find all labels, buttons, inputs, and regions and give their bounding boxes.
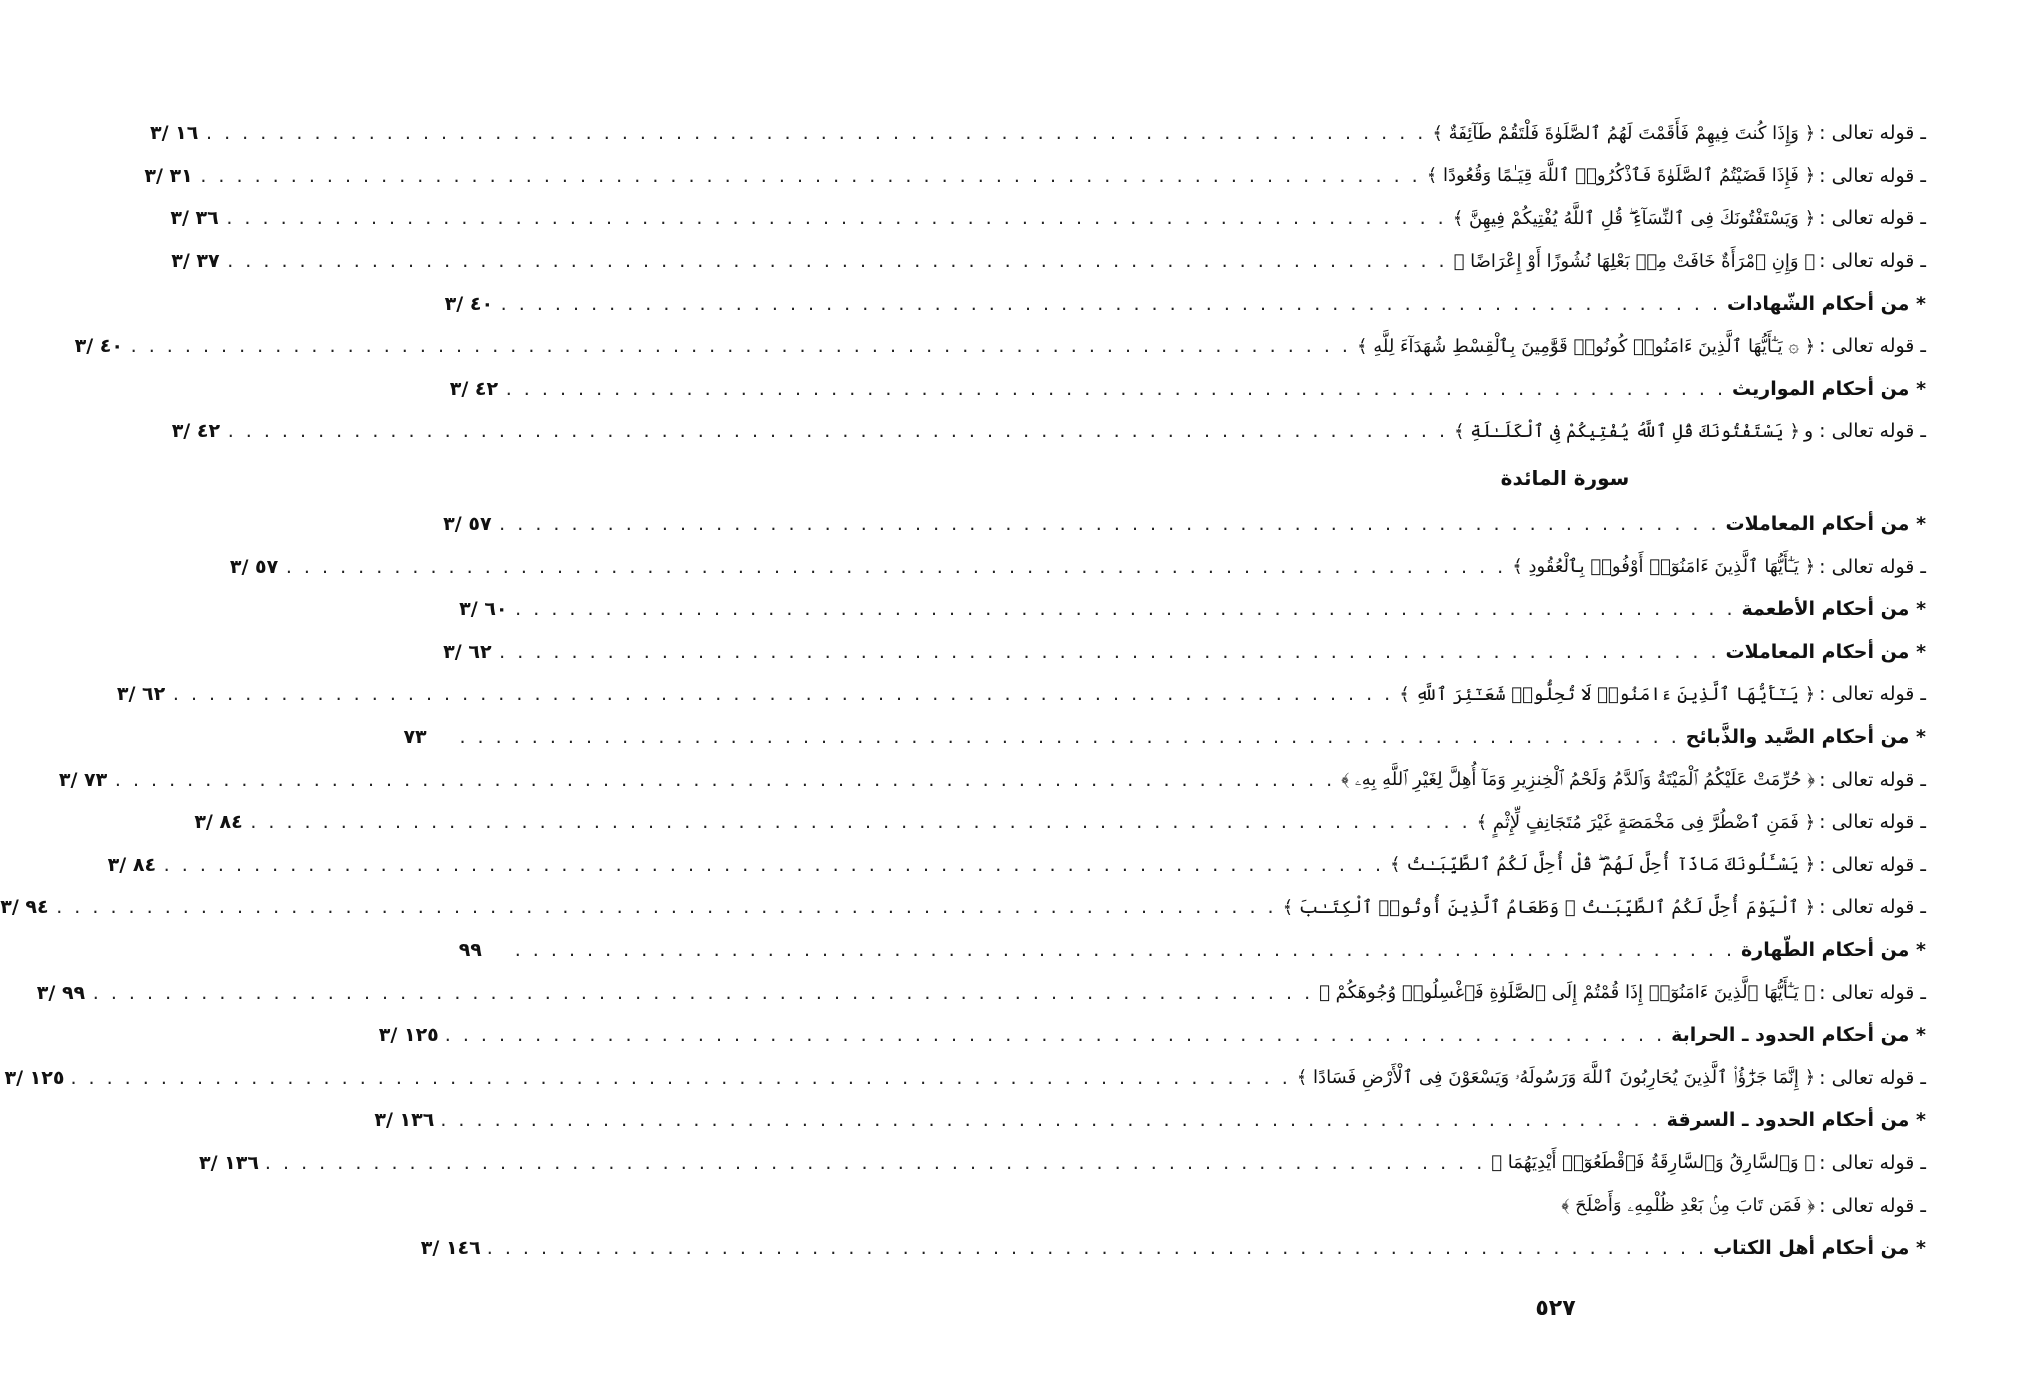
index-heading-row [374, 1099, 1926, 1142]
dot-leader: . . . . . . . . . . . . . . . . . . . . . . . . . . . . . . . . . . . . . . . . . . . . . . . . . . . . . . . . . . . . . . . . . . . . [226, 207, 1447, 230]
index-verse-row [170, 197, 1926, 240]
verse-intro-label: ـ قوله تعالى : [1819, 853, 1926, 876]
index-verse-row [144, 155, 1926, 198]
verse-intro-label: ـ قوله تعالى : [1819, 1194, 1926, 1217]
heading-label: * من أحكام الشّهادات [1727, 292, 1926, 315]
index-verse-row [0, 886, 1926, 929]
index-verse-row [74, 325, 1926, 368]
index-heading-row [443, 503, 1926, 546]
dot-leader: . . . . . . . . . . . . . . . . . . . . . . . . . . . . . . . . . . . . . . . . . . . . . . . . . . . . . . . . . . . . . . . . . . . . [505, 377, 1727, 400]
index-page [0, 112, 1926, 1269]
dot-leader: . . . . . . . . . . . . . . . . . . . . . . . . . . . . . . . . . . . . . . . . . . . . . . . . . . . . . . . . . . . . . . . . . . . . [486, 1237, 1708, 1260]
dot-leader: . . . . . . . . . . . . . . . . . . . . . . . . . . . . . . . . . . . . . . . . . . . . . . . . . . . . . . . . . . . . . . . . . . . . [499, 640, 1720, 663]
index-verse-row [1204, 1184, 1926, 1227]
page-reference: ٩٩ /٣ [36, 981, 86, 1004]
page-reference: ٧٣ /٣ [58, 768, 108, 791]
heading-label: * من أحكام الطّهارة [1741, 938, 1926, 961]
verse-intro-label: ـ قوله تعالى : [1819, 335, 1926, 358]
page-reference: ٩٩ [458, 938, 482, 961]
index-heading-row [459, 588, 1926, 631]
index-heading-row [444, 282, 1926, 325]
index-verse-row [4, 1056, 1926, 1099]
verse-quote: ﴿ يَـٰٓأَيُّهَا ٱلَّذِينَ ءَامَنُوٓا۟ أَوْفُوا۟ بِٱلْعُقُودِ ﴾ [1512, 556, 1816, 578]
index-verse-row [194, 801, 1926, 844]
page-reference: ١٣٦ /٣ [374, 1109, 435, 1132]
verse-quote: ﴿ وَٱلسَّارِقُ وَٱلسَّارِقَةُ فَٱقْطَعُوٓا۟ أَيْدِيَهُمَا ﴾ [1491, 1152, 1816, 1174]
dot-leader: . . . . . . . . . . . . . . . . . . . . . . . . . . . . . . . . . . . . . . . . . . . . . . . . . . . . . . . . . . . . . . . . . . . . [92, 981, 1314, 1004]
page-reference: ٥٧ /٣ [229, 555, 279, 578]
verse-quote: ﴿ وَإِذَا كُنتَ فِيهِمْ فَأَقَمْتَ لَهُمُ ٱلصَّلَوٰةَ فَلْتَقُمْ طَآئِفَةٌ ﴾ [1432, 122, 1816, 144]
page-reference: ١٣٦ /٣ [198, 1151, 259, 1174]
page-reference: ٨٤ /٣ [194, 811, 243, 834]
verse-quote: ﴿ يَـٰٓأَيُّهَا ٱلَّذِينَ ءَامَنُوا۟ لَا تُحِلُّوا۟ شَعَـٰٓئِرَ ٱللَّهِ ﴾ [1399, 683, 1816, 705]
heading-label: * من أحكام الأطعمة [1741, 598, 1926, 621]
surah-title: سورة المائدة [1500, 465, 1630, 490]
index-heading-row [458, 929, 1926, 972]
index-verse-row [116, 673, 1926, 716]
index-verse-row [150, 112, 1926, 155]
verse-quote: ﴿ حُرِّمَتْ عَلَيْكُمُ ٱلْمَيْتَةُ وَٱلدَّمُ وَلَحْمُ ٱلْخِنزِيرِ وَمَآ أُهِلَّ لِغَيْرِ ٱللَّهِ بِهِۦ ﴾ [1341, 769, 1816, 791]
page-reference: ٤٠ /٣ [444, 292, 494, 315]
verse-intro-label: ـ قوله تعالى : و [1803, 420, 1926, 443]
verse-quote: ﴿ وَإِنِ ٱمْرَأَةٌ خَافَتْ مِنۢ بَعْلِهَا نُشُوزًا أَوْ إِعْرَاضًا ﴾ [1453, 250, 1816, 272]
page-reference: ١٢٥ /٣ [4, 1066, 65, 1089]
heading-label: * من أحكام أهل الكتاب [1713, 1237, 1926, 1260]
dot-leader: . . . . . . . . . . . . . . . . . . . . . . . . . . . . . . . . . . . . . . . . . . . . . . . . . . . . . . . . . . . . . . . . . . . . [500, 292, 1722, 315]
verse-intro-label: ـ قوله تعالى : [1819, 250, 1926, 273]
dot-leader: . . . . . . . . . . . . . . . . . . . . . . . . . . . . . . . . . . . . . . . . . . . . . . . . . . . . . . . . . . . . . . . . . . . . [440, 1109, 1661, 1132]
dot-leader: . . . . . . . . . . . . . . . . . . . . . . . . . . . . . . . . . . . . . . . . . . . . . . . . . . . . . . . . . . . . . . . . . . . . [200, 164, 1421, 187]
page-number: ٥٢٧ [1535, 1296, 1576, 1321]
dot-leader: . . . . . . . . . . . . . . . . . . . . . . . . . . . . . . . . . . . . . . . . . . . . . . . . . . . . . . . . . . . . . . . . . . . . [163, 853, 1385, 876]
dot-leader: . . . . . . . . . . . . . . . . . . . . . . . . . . . . . . . . . . . . . . . . . . . . . . . . . . . . . . . . . . . . . . . . . . . . [250, 811, 1471, 834]
index-verse-row [58, 758, 1926, 801]
index-verse-row [171, 240, 1926, 283]
dot-leader: . . . . . . . . . . . . . . . . . . . . . . . . . . . . . . . . . . . . . . . . . . . . . . . . . . . . . . . . . . . . . . . . . . . . [499, 513, 1720, 536]
heading-label: * من أحكام الحدود ـ السرقة [1666, 1109, 1926, 1132]
page-reference: ٥٧ /٣ [443, 513, 492, 536]
verse-intro-label: ـ قوله تعالى : [1819, 981, 1926, 1004]
heading-label: * من أحكام المعاملات [1725, 513, 1926, 536]
verse-quote: ﴿ فَمَن تَابَ مِنۢ بَعْدِ ظُلْمِهِۦ وَأَصْلَحَ ﴾ [1561, 1195, 1816, 1217]
verse-intro-label: ـ قوله تعالى : [1819, 122, 1926, 145]
verse-intro-label: ـ قوله تعالى : [1819, 164, 1926, 187]
page-reference: ٤٢ /٣ [171, 420, 221, 443]
dot-leader: . . . . . . . . . . . . . . . . . . . . . . . . . . . . . . . . . . . . . . . . . . . . . . . . . . . . . . . . . . . . . . . . . . . . [56, 896, 1277, 919]
page-reference: ٤٢ /٣ [449, 377, 499, 400]
heading-label: * من أحكام المواريث [1732, 377, 1926, 400]
heading-label: * من أحكام الصَّيد والذَّبائح [1685, 726, 1926, 749]
verse-quote: ﴿ ۞ يَـٰٓأَيُّهَا ٱلَّذِينَ ءَامَنُوا۟ كُونُوا۟ قَوَّٰمِينَ بِٱلْقِسْطِ شُهَدَآءَ لِلَّهِ ﴾ [1356, 335, 1816, 357]
page-reference: ٦٠ /٣ [459, 598, 508, 621]
heading-label: * من أحكام المعاملات [1725, 640, 1926, 663]
dot-leader: . . . . . . . . . . . . . . . . . . . . . . . . . . . . . . . . . . . . . . . . . . . . . . . . . . . . . . . . . . . . . . . . . . . . [515, 598, 1736, 621]
page-reference: ١٢٥ /٣ [378, 1024, 439, 1047]
index-heading-row [449, 368, 1926, 411]
verse-quote: ﴿ يَسْتَفْتُونَكَ قُلِ ٱللَّهُ يُفْتِيكُمْ فِى ٱلْكَلَـٰلَةِ ﴾ [1454, 420, 1800, 442]
dot-leader: . . . . . . . . . . . . . . . . . . . . . . . . . . . . . . . . . . . . . . . . . . . . . . . . . . . . . . . . . . . . . . . . . . . . [206, 122, 1427, 145]
verse-quote: ﴿ وَيَسْتَفْتُونَكَ فِى ٱلنِّسَآءِ ۖ قُلِ ٱللَّهُ يُفْتِيكُمْ فِيهِنَّ ﴾ [1452, 207, 1816, 229]
page-reference: ١٦ /٣ [150, 122, 199, 145]
verse-intro-label: ـ قوله تعالى : [1819, 896, 1926, 919]
index-verse-row [107, 844, 1926, 887]
page-reference: ٩٤ /٣ [0, 896, 49, 919]
page-reference: ٣١ /٣ [144, 164, 193, 187]
index-heading-row [420, 1227, 1926, 1270]
page-reference: ٧٣ [403, 726, 427, 749]
page-reference: ٦٢ /٣ [443, 640, 492, 663]
verse-intro-label: ـ قوله تعالى : [1819, 768, 1926, 791]
page-reference: ٨٤ /٣ [107, 853, 157, 876]
verse-quote: ﴿ ٱلْيَوْمَ أُحِلَّ لَكُمُ ٱلطَّيِّبَـٰتُ ۖ وَطَعَامُ ٱلَّذِينَ أُوتُوا۟ ٱلْكِتَـٰبَ ﴾ [1282, 896, 1816, 918]
dot-leader: . . . . . . . . . . . . . . . . . . . . . . . . . . . . . . . . . . . . . . . . . . . . . . . . . . . . . . . . . . . . . . . . . . . . [285, 555, 1507, 578]
dot-leader: . . . . . . . . . . . . . . . . . . . . . . . . . . . . . . . . . . . . . . . . . . . . . . . . . . . . . . . . . . . . . . . . . . . . [227, 250, 1448, 273]
page-reference: ٦٢ /٣ [116, 683, 166, 706]
verse-intro-label: ـ قوله تعالى : [1819, 683, 1926, 706]
page-reference: ١٤٦ /٣ [420, 1237, 481, 1260]
index-section-nisa [74, 112, 1926, 453]
page-reference: ٤٠ /٣ [74, 335, 123, 358]
index-verse-row [171, 410, 1926, 453]
dot-leader: . . . . . . . . . . . . . . . . . . . . . . . . . . . . . . . . . . . . . . . . . . . . . . . . . . . . . . . . . . . . . . . . . . . . [114, 768, 1336, 791]
heading-label: * من أحكام الحدود ـ الحرابة [1671, 1024, 1926, 1047]
dot-leader: . . . . . . . . . . . . . . . . . . . . . . . . . . . . . . . . . . . . . . . . . . . . . . . . . . . . . . . . . . . . . . . . . . . . [172, 683, 1394, 706]
page-reference: ٣٦ /٣ [170, 207, 219, 230]
index-verse-row [229, 545, 1926, 588]
verse-quote: ﴿ يَسْـَٔلُونَكَ مَاذَآ أُحِلَّ لَهُمْ ۖ قُلْ أُحِلَّ لَكُمُ ٱلطَّيِّبَـٰتُ ﴾ [1390, 854, 1816, 876]
verse-intro-label: ـ قوله تعالى : [1819, 1151, 1926, 1174]
verse-quote: ﴿ فَمَنِ ٱضْطُرَّ فِى مَخْمَصَةٍ غَيْرَ مُتَجَانِفٍ لِّإِثْمٍ ﴾ [1476, 811, 1816, 833]
index-verse-row [36, 971, 1926, 1014]
dot-leader: . . . . . . . . . . . . . . . . . . . . . . . . . . . . . . . . . . . . . . . . . . . . . . . . . . . . . . . . . . . . . . . . . . . . [70, 1066, 1291, 1089]
verse-intro-label: ـ قوله تعالى : [1819, 811, 1926, 834]
index-verse-row [198, 1142, 1926, 1185]
dot-leader: . . . . . . . . . . . . . . . . . . . . . . . . . . . . . . . . . . . . . . . . . . . . . . . . . . . . . . . . . . . . . . . . . . . . [514, 938, 1736, 961]
dot-leader: . . . . . . . . . . . . . . . . . . . . . . . . . . . . . . . . . . . . . . . . . . . . . . . . . . . . . . . . . . . . . . . . . . . . [459, 726, 1680, 749]
verse-intro-label: ـ قوله تعالى : [1819, 1066, 1926, 1089]
dot-leader: . . . . . . . . . . . . . . . . . . . . . . . . . . . . . . . . . . . . . . . . . . . . . . . . . . . . . . . . . . . . . . . . . . . . [444, 1024, 1666, 1047]
index-heading-row [403, 716, 1926, 759]
verse-quote: ﴿ فَإِذَا قَضَيْتُمُ ٱلصَّلَوٰةَ فَٱذْكُرُوا۟ ٱللَّهَ قِيَـٰمًا وَقُعُودًا ﴾ [1426, 165, 1816, 187]
verse-intro-label: ـ قوله تعالى : [1819, 555, 1926, 578]
dot-leader: . . . . . . . . . . . . . . . . . . . . . . . . . . . . . . . . . . . . . . . . . . . . . . . . . . . . . . . . . . . . . . . . . . . . [130, 335, 1351, 358]
index-heading-row [443, 631, 1926, 674]
index-heading-row [378, 1014, 1926, 1057]
verse-quote: ﴿ إِنَّمَا جَزَٰٓؤُا۟ ٱلَّذِينَ يُحَارِبُونَ ٱللَّهَ وَرَسُولَهُۥ وَيَسْعَوْنَ فِى ٱلْأَرْضِ فَسَادًا ﴾ [1296, 1067, 1816, 1089]
verse-quote: ﴿ يَـٰٓأَيُّهَا ٱلَّذِينَ ءَامَنُوٓا۟ إِذَا قُمْتُمْ إِلَى ٱلصَّلَوٰةِ فَٱغْسِلُوا۟ وُجُوهَكُمْ ﴾ [1319, 982, 1816, 1004]
verse-intro-label: ـ قوله تعالى : [1819, 207, 1926, 230]
page-reference: ٣٧ /٣ [171, 250, 220, 273]
dot-leader: . . . . . . . . . . . . . . . . . . . . . . . . . . . . . . . . . . . . . . . . . . . . . . . . . . . . . . . . . . . . . . . . . . . . [227, 420, 1449, 443]
index-section-maida [0, 503, 1926, 1270]
dot-leader: . . . . . . . . . . . . . . . . . . . . . . . . . . . . . . . . . . . . . . . . . . . . . . . . . . . . . . . . . . . . . . . . . . . . [264, 1151, 1486, 1174]
